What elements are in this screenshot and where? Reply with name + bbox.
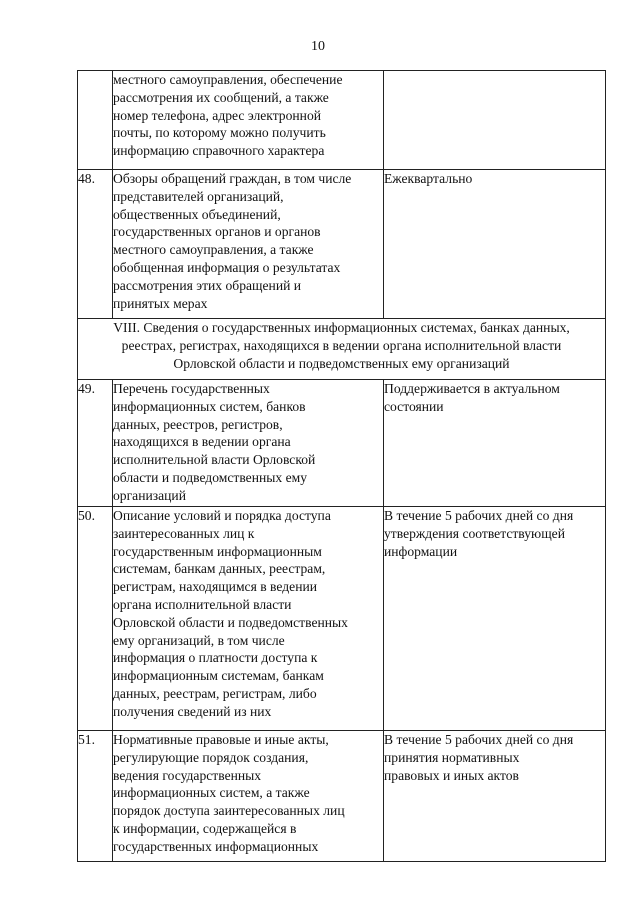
row-periodicity	[384, 731, 606, 862]
row-number	[78, 71, 113, 170]
row-periodicity	[384, 71, 606, 170]
periodicity-text: В течение 5 рабочих дней со дня принятия нормативных правовых и иных актов	[384, 732, 574, 783]
document-table	[77, 70, 606, 862]
row-description	[113, 380, 384, 507]
table-row	[78, 731, 606, 862]
row-description	[113, 731, 384, 862]
description-text: Обзоры обращений граждан, в том числе представителей организаций, общественных объединений, государственных органов и органов местного самоуправления, а также обобщенная информация о результатах рассмотрения этих обращений и принятых мерах	[113, 171, 352, 311]
row-description	[113, 170, 384, 319]
section-heading-text: VIII. Сведения о государственных информационных системах, банках данных, реестрах, регистрах, находящихся в ведении органа исполнительной власти Орловской области и подведомственных ему организаций	[113, 320, 570, 371]
description-text: Описание условий и порядка доступа заинтересованных лиц к государственным информационным системам, банкам данных, реестрам, регистрам, находящимся в ведении органа исполнительной власти Орловской области и подведомственных ему организаций, в том числе информация о платности доступа к информационным системам, банкам данных, реестрам, регистрам, либо получения сведений из них	[113, 508, 348, 719]
table-row	[78, 71, 606, 170]
row-periodicity	[384, 380, 606, 507]
periodicity-text: Ежеквартально	[384, 171, 473, 186]
page-number: 10	[311, 39, 325, 54]
row-description	[113, 507, 384, 731]
section-heading-row	[78, 319, 606, 380]
row-periodicity	[384, 507, 606, 731]
description-text: Нормативные правовые и иные акты, регулирующие порядок создания, ведения государственных информационных систем, а также порядок доступа заинтересованных лиц к информации, содержащейся в государственных информационных	[113, 732, 345, 854]
table-row	[78, 380, 606, 507]
description-text: местного самоуправления, обеспечение рассмотрения их сообщений, а также номер телефона, адрес электронной почты, по которому можно получить информацию справочного характера	[113, 72, 343, 159]
row-periodicity	[384, 170, 606, 319]
row-number: 51.	[78, 731, 113, 862]
row-description	[113, 71, 384, 170]
table-row	[78, 507, 606, 731]
description-text: Перечень государственных информационных систем, банков данных, реестров, регистров, находящихся в ведении органа исполнительной власти Орловской области и подведомственных ему организаций	[113, 381, 316, 503]
table-row	[78, 170, 606, 319]
periodicity-text: Поддерживается в актуальном состоянии	[384, 381, 560, 414]
periodicity-text: В течение 5 рабочих дней со дня утверждения соответствующей информации	[384, 508, 574, 559]
row-number: 49.	[78, 380, 113, 507]
row-number: 48.	[78, 170, 113, 319]
row-number: 50.	[78, 507, 113, 731]
section-heading	[78, 319, 606, 380]
